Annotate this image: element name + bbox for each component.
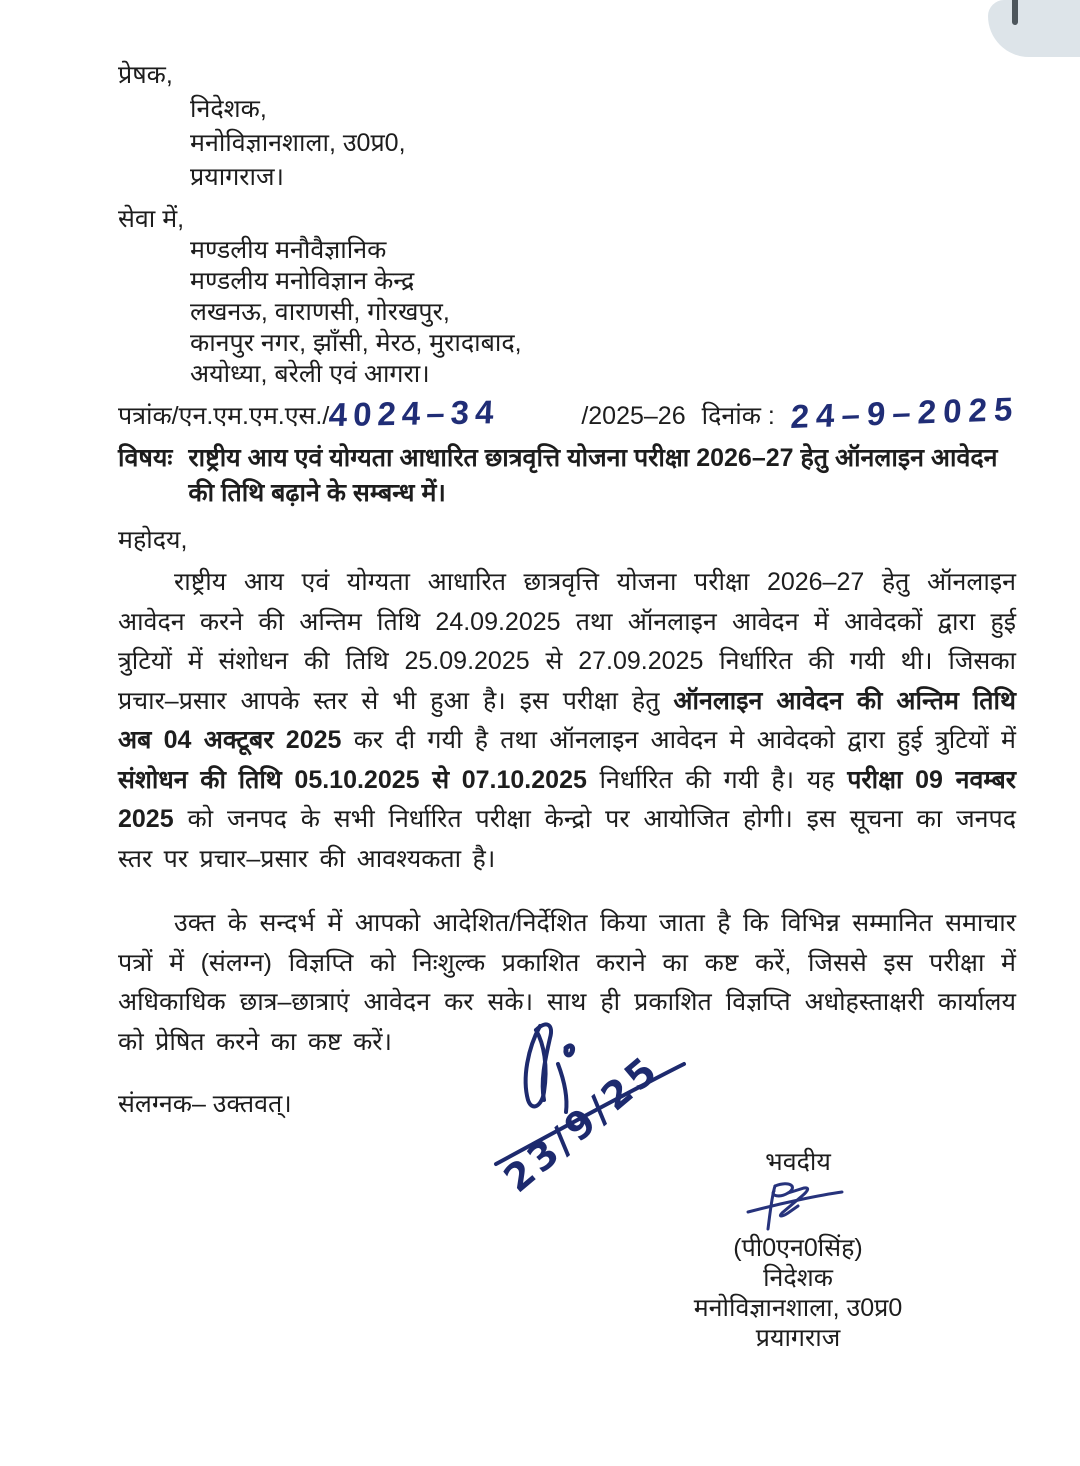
recipient-line: मण्डलीय मनौवैज्ञानिक bbox=[190, 236, 387, 264]
subject-row bbox=[118, 441, 1016, 511]
sender-block bbox=[118, 58, 1016, 194]
recipient-line: अयोध्या, बरेली एवं आगरा। bbox=[190, 360, 430, 388]
body-paragraph-2: उक्त के सन्दर्भ में आपको आदेशित/निर्देशित किया जाता है कि विभिन्न सम्मानित समाचार पत्रों में (संलग्न) विज्ञप्ति को निःशुल्क प्रकाशित कराने का कष्ट करें, जिससे इस परीक्षा में अधिकाधिक छात्र–छात्राएं आवेदन कर सके। साथ ही प्रकाशित विज्ञप्ति अधोहस्ताक्षरी कार्यालय को प्रेषित करने का कष्ट करें। bbox=[118, 909, 1016, 1056]
recipient-label: सेवा में, bbox=[118, 205, 185, 233]
reference-prefix: पत्रांक/एन.एम.एम.एस./ bbox=[118, 402, 330, 430]
date-label: दिनांक : bbox=[701, 402, 775, 430]
recipient-line: कानपुर नगर, झाँसी, मेरठ, मुरादाबाद, bbox=[190, 329, 522, 357]
subject-label: विषयः bbox=[118, 444, 173, 472]
signatory-name: (पी0एन0सिंह) bbox=[733, 1234, 863, 1262]
handwritten-letter-number: 4024–34 bbox=[328, 393, 501, 434]
closing-word: भवदीय bbox=[765, 1148, 831, 1176]
sender-label: प्रेषक, bbox=[118, 61, 173, 89]
signatory-office: मनोविज्ञानशाला, उ0प्र0 bbox=[693, 1294, 903, 1322]
salutation: महोदय, bbox=[118, 526, 188, 554]
sender-line: मनोविज्ञानशाला, उ0प्र0, bbox=[190, 129, 406, 157]
screen-corner-overlay bbox=[988, 0, 1080, 57]
sender-line: प्रयागराज। bbox=[190, 163, 285, 191]
signatory-designation: निदेशक bbox=[763, 1264, 833, 1292]
recipient-line: लखनऊ, वाराणसी, गोरखपुर, bbox=[190, 298, 450, 326]
reference-line bbox=[118, 390, 1021, 435]
received-signature-icon bbox=[488, 1008, 718, 1208]
sender-line: निदेशक, bbox=[190, 95, 267, 123]
recipient-line: मण्डलीय मनोविज्ञान केन्द्र bbox=[190, 267, 415, 295]
handwritten-date: 24–9–2025 bbox=[789, 390, 1021, 435]
signatory-place: प्रयागराज bbox=[755, 1324, 841, 1352]
received-date-text: 23/9/25 bbox=[495, 1046, 668, 1201]
enclosure-note: संलग्नक– उक्तवत्। bbox=[118, 1090, 292, 1118]
reference-year: /2025–26 bbox=[581, 402, 686, 430]
director-signature-icon bbox=[738, 1179, 858, 1235]
body-paragraph-1: राष्ट्रीय आय एवं योग्यता आधारित छात्रवृत्ति योजना परीक्षा 2026–27 हेतु ऑनलाइन आवेदन करने की अन्तिम तिथि 24.09.2025 तथा ऑनलाइन आवेदन में आवेदकों द्वारा हुई त्रुटियों में संशोधन की तिथि 25.09.2025 से 27.09.2025 निर्धारित की गयी थी। जिसका प्रचार–प्रसार आपके स्तर से भी हुआ है। इस परीक्षा हेतु ऑनलाइन आवेदन की अन्तिम तिथि अब 04 अक्टूबर 2025 कर दी गयी है तथा ऑनलाइन आवेदन मे आवेदको द्वारा हुई त्रुटियों में संशोधन की तिथि 05.10.2025 से 07.10.2025 निर्धारित की गयी है। यह परीक्षा 09 नवम्बर 2025 को जनपद के सभी निर्धारित परीक्षा केन्द्रो पर आयोजित होगी। इस सूचना का जनपद स्तर पर प्रचार–प्रसार की आवश्यकता है। bbox=[118, 568, 1016, 873]
recipient-block bbox=[118, 204, 1016, 390]
cursor-bar-icon bbox=[1012, 0, 1018, 25]
subject-text: राष्ट्रीय आय एवं योग्यता आधारित छात्रवृत्ति योजना परीक्षा 2026–27 हेतु ऑनलाइन आवेदन की तिथि बढ़ाने के सम्बन्ध में। bbox=[188, 444, 998, 507]
